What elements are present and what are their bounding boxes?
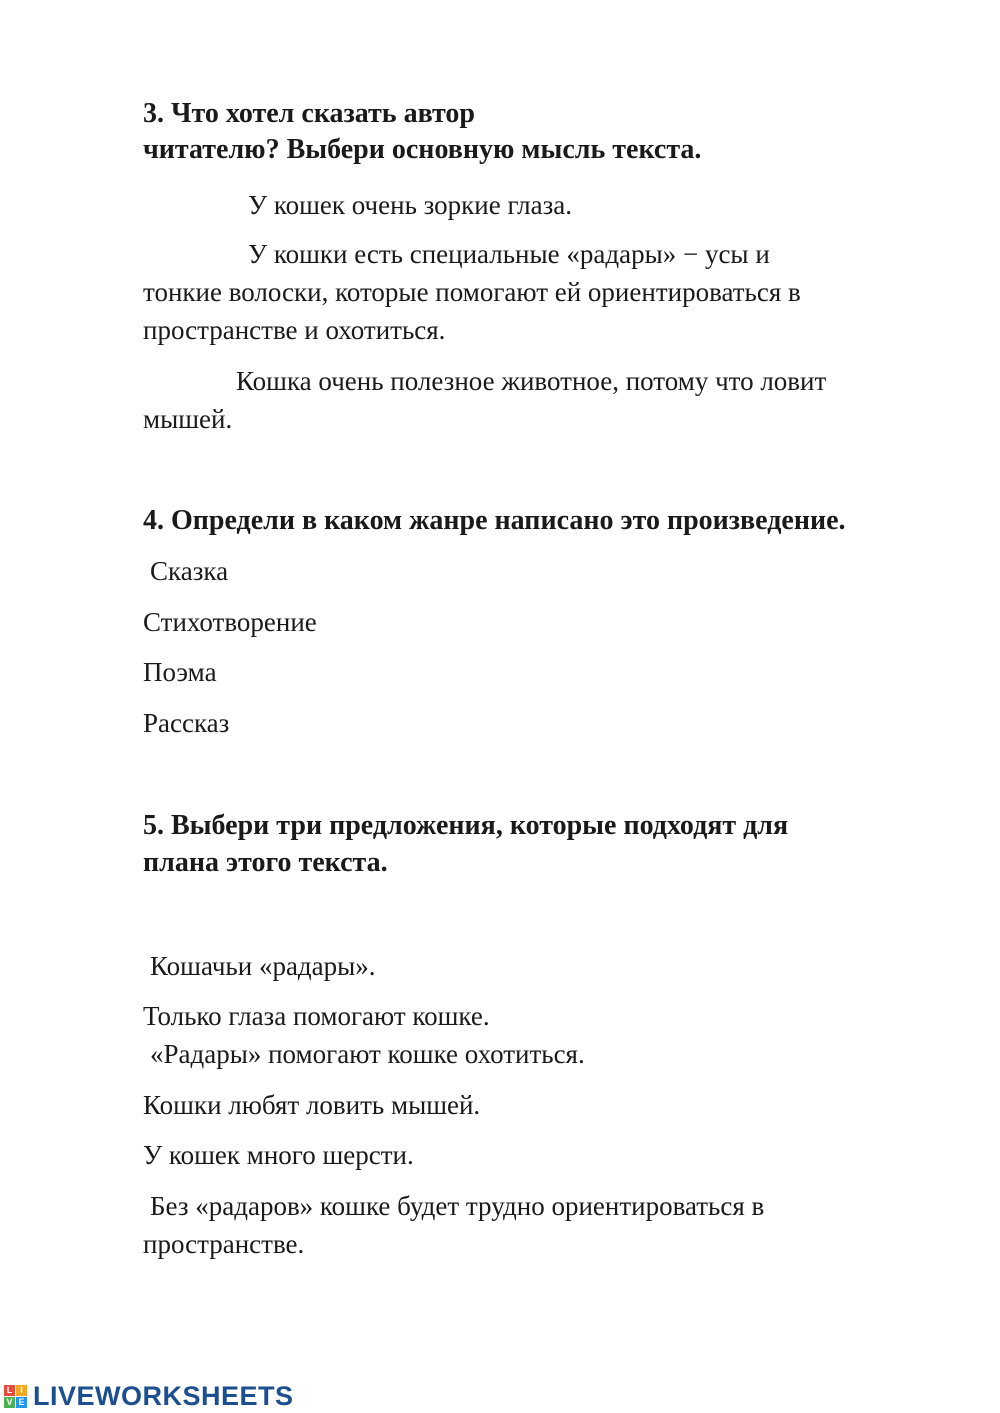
question-5-option-d[interactable]: Кошки любят ловить мышей. [143, 1090, 481, 1120]
question-3-option-a[interactable]: У кошек очень зоркие глаза. [248, 190, 572, 220]
logo-cell: L [4, 1385, 15, 1396]
liveworksheets-wordmark: LIVEWORKSHEETS [33, 1380, 294, 1411]
question-5-option-e[interactable]: У кошек много шерсти. [143, 1140, 414, 1170]
question-5-title-line-2: плана этого текста. [143, 847, 388, 878]
question-5-option-b[interactable]: Только глаза помогают кошке. [143, 1001, 490, 1031]
question-3-option-b-line-3[interactable]: пространстве и охотиться. [143, 315, 446, 345]
question-4-option-rasskaz[interactable]: Рассказ [143, 708, 230, 738]
question-3-option-c-line-1[interactable]: Кошка очень полезное животное, потому что ловит [236, 366, 827, 396]
question-4-title: 4. Определи в каком жанре написано это произведение. [143, 505, 846, 536]
question-5-option-f-line-1[interactable]: Без «радаров» кошке будет трудно ориентироваться в [150, 1191, 765, 1221]
liveworksheets-logo-icon [4, 1385, 27, 1408]
question-4-option-skazka[interactable]: Сказка [150, 556, 229, 586]
question-5-option-c[interactable]: «Радары» помогают кошке охотиться. [150, 1039, 585, 1069]
question-5-option-a[interactable]: Кошачьи «радары». [150, 951, 376, 981]
question-5-option-f-line-2[interactable]: пространстве. [143, 1229, 305, 1259]
question-3-option-b-line-1[interactable]: У кошки есть специальные «радары» − усы и [248, 239, 770, 269]
question-3-title-line-2: читателю? Выбери основную мысль текста. [143, 134, 702, 165]
question-3-option-b-line-2[interactable]: тонкие волоски, которые помогают ей ориентироваться в [143, 277, 801, 307]
logo-cell: E [16, 1397, 27, 1408]
logo-cell: I [16, 1385, 27, 1396]
question-3-title-line-1: 3. Что хотел сказать автор [143, 98, 475, 129]
liveworksheets-brand [4, 1379, 294, 1413]
logo-cell: V [4, 1397, 15, 1408]
question-4-option-poema[interactable]: Поэма [143, 657, 217, 687]
question-3-option-c-line-2[interactable]: мышей. [143, 404, 233, 434]
question-5-title-line-1: 5. Выбери три предложения, которые подходят для [143, 810, 789, 841]
question-4-option-stikhotvorenie[interactable]: Стихотворение [143, 607, 317, 637]
